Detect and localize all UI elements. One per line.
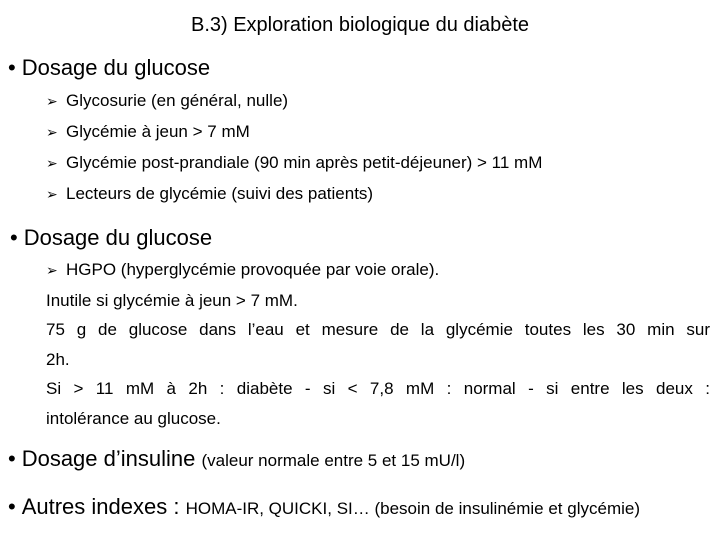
bullet-icon: • [10, 225, 18, 250]
glucose-list-1 [46, 85, 542, 209]
heading-text: Dosage d’insuline [21, 446, 196, 471]
heading-text: Autres indexes : [21, 494, 180, 519]
list-item: ➢ Glycémie à jeun > 7 mM [46, 116, 542, 147]
insuline-note: (valeur normale entre 5 et 15 mU/l) [201, 451, 466, 470]
arrow-bullet-icon: ➢ [46, 93, 58, 109]
arrow-bullet-icon: ➢ [46, 155, 58, 171]
paragraph-line: Si > 11 mM à 2h : diabète - si < 7,8 mM : normal - si entre les deux : [46, 379, 710, 398]
heading-text: Dosage du glucose [21, 55, 211, 80]
paragraph-line: 75 g de glucose dans l’eau et mesure de la glycémie toutes les 30 min sur [46, 320, 710, 339]
bullet-icon: • [8, 55, 16, 80]
paragraph-line: ➢ HGPO (hyperglycémie provoquée par voie orale). [46, 255, 710, 286]
paragraph-line: 2h. [46, 349, 70, 369]
list-item: ➢ Lecteurs de glycémie (suivi des patients) [46, 178, 542, 209]
slide-title: B.3) Exploration biologique du diabète [190, 14, 530, 36]
paragraph-line: Inutile si glycémie à jeun > 7 mM. [46, 290, 298, 310]
bullet-icon: • [8, 446, 16, 471]
section-heading-autres-indexes [8, 494, 640, 520]
section-heading-glucose-1 [8, 55, 210, 81]
bullet-icon: • [8, 494, 16, 519]
hgpo-paragraph [46, 255, 710, 433]
arrow-bullet-icon: ➢ [46, 186, 58, 202]
arrow-bullet-icon: ➢ [46, 262, 58, 278]
section-heading-insuline [8, 446, 465, 472]
paragraph-line: intolérance au glucose. [46, 408, 221, 428]
list-item: ➢ Glycémie post-prandiale (90 min après petit-déjeuner) > 11 mM [46, 147, 542, 178]
arrow-bullet-icon: ➢ [46, 124, 58, 140]
heading-text: Dosage du glucose [23, 225, 213, 250]
indexes-note: HOMA-IR, QUICKI, SI… (besoin de insulinémie et glycémie) [185, 499, 640, 518]
section-heading-glucose-2 [10, 225, 212, 251]
list-item: ➢ Glycosurie (en général, nulle) [46, 85, 542, 116]
